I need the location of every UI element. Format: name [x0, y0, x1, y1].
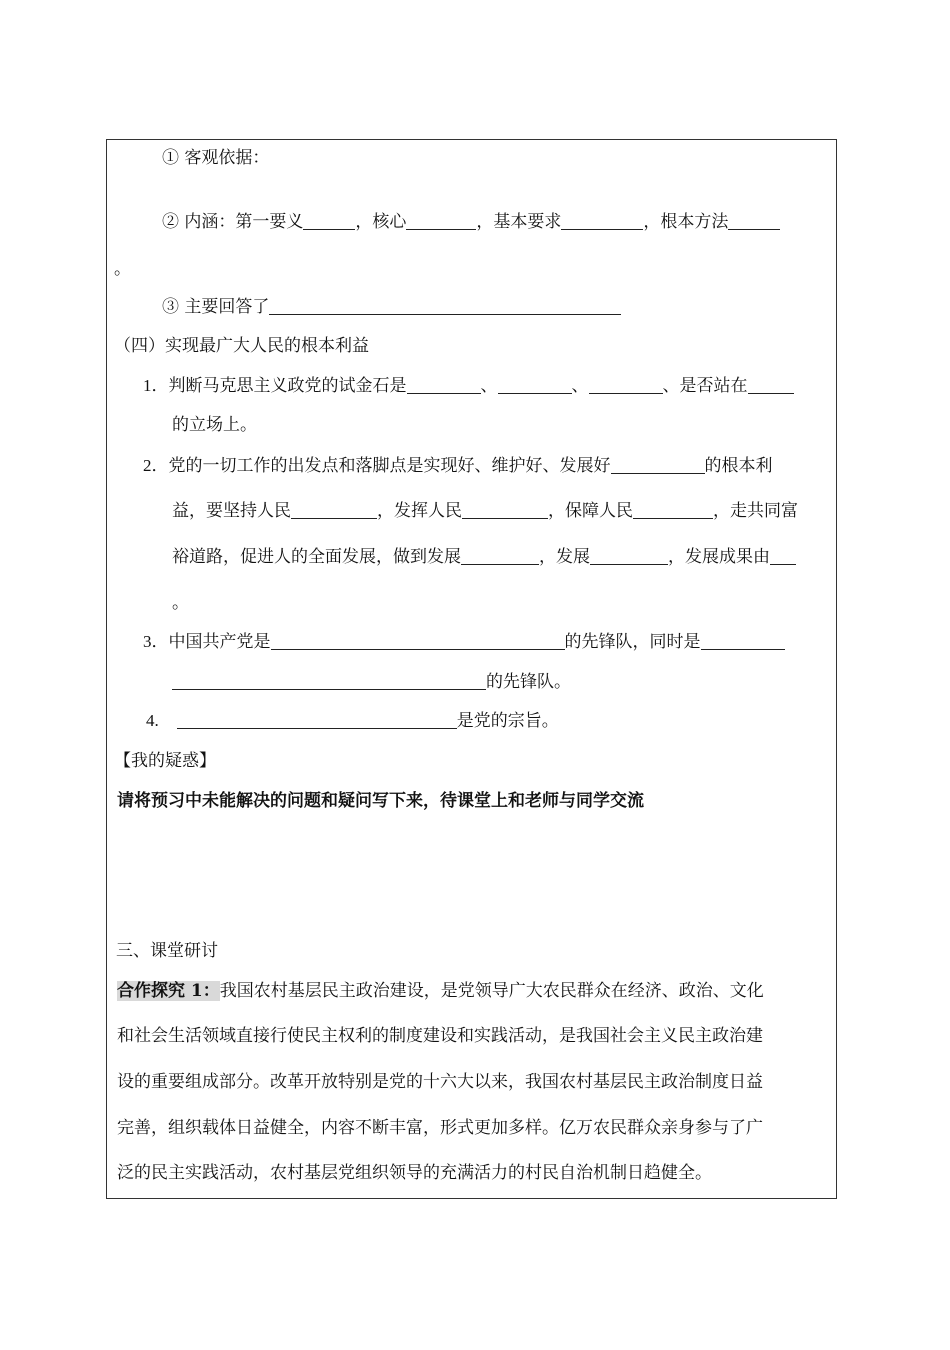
doubts-prompt: 请将预习中未能解决的问题和疑问写下来，待课堂上和老师与同学交流: [117, 791, 644, 811]
q3-tail: 的先锋队。: [486, 672, 571, 692]
q4-line: [146, 710, 559, 732]
blank-q3-second-a[interactable]: [701, 632, 785, 650]
q4-number: 4.: [146, 711, 159, 730]
blank-q2-whom[interactable]: [611, 456, 705, 474]
blank-basic-requirement[interactable]: [561, 212, 643, 230]
item2-end: 。: [114, 259, 131, 279]
q1-sep-2: 、: [571, 376, 589, 396]
q1-lead: 判断马克思主义政党的试金石是: [168, 376, 407, 396]
blank-main-answer[interactable]: [269, 297, 621, 315]
blank-q2-results[interactable]: [770, 547, 796, 565]
q2-common-label: ，走共同富: [713, 501, 798, 521]
blank-q1-c[interactable]: [589, 376, 663, 394]
blank-q3-first[interactable]: [271, 632, 565, 650]
blank-q4[interactable]: [177, 711, 457, 729]
item3-line: [162, 296, 621, 318]
section-four-heading: （四）实现最广大人民的根本利益: [114, 336, 369, 356]
q2-line2: [172, 500, 798, 522]
inquiry-label: 合作探究 1：: [117, 981, 220, 1001]
blank-q1-d[interactable]: [748, 376, 794, 394]
q2-develop-label: 裕道路，促进人的全面发展，做到发展: [172, 547, 461, 567]
q3-lead: 中国共产党是: [168, 632, 271, 652]
item2-line: [162, 211, 780, 233]
blank-q2-develop-by[interactable]: [590, 547, 668, 565]
q2-line4: 。: [172, 593, 189, 613]
inquiry-line4: 完善，组织载体日益健全，内容不断丰富，形式更加多样。亿万农民群众亲身参与了广: [117, 1118, 763, 1138]
blank-first-meaning[interactable]: [303, 212, 355, 230]
blank-q1-b[interactable]: [498, 376, 572, 394]
q2-persist-label: 益，要坚持人民: [172, 501, 291, 521]
item2-lead: ② 内涵：第一要义: [162, 212, 304, 232]
item1-text: ① 客观依据：: [162, 148, 270, 168]
q2-develop2-label: ，发展: [539, 547, 590, 567]
blank-q2-guarantee[interactable]: [633, 501, 713, 519]
q2-number: 2．: [143, 456, 169, 475]
item2-core-label: ，核心: [355, 212, 407, 232]
q1-continuation: 的立场上。: [172, 415, 257, 435]
q3-mid: 的先锋队，同时是: [564, 632, 701, 652]
q1-sep-1: 、: [480, 376, 498, 396]
q2-exert-label: ，发挥人民: [377, 501, 462, 521]
q4-tail: 是党的宗旨。: [456, 711, 559, 731]
q2-line1: [143, 455, 773, 477]
blank-q2-persist[interactable]: [291, 501, 377, 519]
q3-line2: [172, 671, 571, 693]
q1-tail: 、是否站在: [662, 376, 748, 396]
inquiry-line5: 泛的民主实践活动，农村基层党组织领导的充满活力的村民自治机制日趋健全。: [117, 1163, 712, 1183]
blank-q3-second-b[interactable]: [172, 672, 486, 690]
item2-requirement-label: ，基本要求: [476, 212, 562, 232]
q1-line: [143, 375, 794, 397]
item1-line: [162, 147, 269, 169]
inquiry-line1: [117, 980, 764, 1002]
inquiry-line3: 设的重要组成部分。改革开放特别是党的十六大以来，我国农村基层民主政治制度日益: [117, 1072, 763, 1092]
q2-tail: 的根本利: [704, 456, 773, 476]
blank-core[interactable]: [406, 212, 476, 230]
q3-number: 3．: [143, 632, 169, 651]
item2-method-label: ，根本方法: [643, 212, 729, 232]
blank-fundamental-method[interactable]: [728, 212, 780, 230]
blank-q2-develop-for[interactable]: [461, 547, 539, 565]
q2-lead: 党的一切工作的出发点和落脚点是实现好、维护好、发展好: [168, 456, 611, 476]
q2-line3: [172, 546, 796, 568]
q1-number: 1．: [143, 376, 169, 395]
blank-q2-exert[interactable]: [462, 501, 548, 519]
blank-q1-a[interactable]: [407, 376, 481, 394]
inquiry-text-1: 我国农村基层民主政治建设，是党领导广大农民群众在经济、政治、文化: [219, 981, 764, 1001]
section-three-heading: 三、课堂研讨: [116, 941, 218, 961]
inquiry-line2: 和社会生活领域直接行使民主权利的制度建设和实践活动，是我国社会主义民主政治建: [117, 1026, 763, 1046]
item3-lead: ③ 主要回答了: [162, 297, 270, 317]
q2-results-label: ，发展成果由: [668, 547, 770, 567]
doubts-heading: 【我的疑惑】: [114, 751, 216, 771]
q3-line1: [143, 631, 785, 653]
q2-guarantee-label: ，保障人民: [548, 501, 633, 521]
